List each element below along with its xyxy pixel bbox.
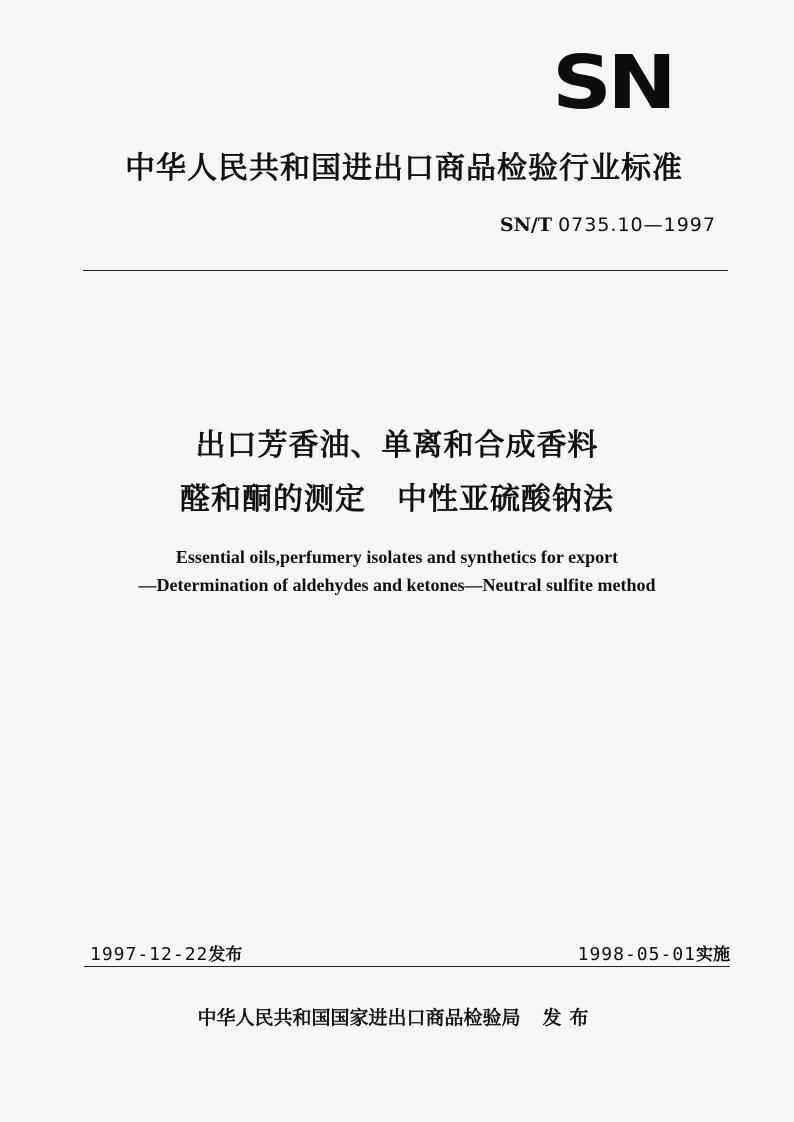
title-zh-line-1: 出口芳香油、单离和合成香料	[195, 428, 599, 463]
title-zh-line-2: 醛和酮的测定 中性亚硫酸钠法	[180, 482, 614, 517]
publisher-name: 中华人民共和国国家进出口商品检验局	[197, 1007, 521, 1029]
title-en-line-1: Essential oils,perfumery isolates and synthetics for export	[175, 547, 619, 567]
implementation-date-label: 实施	[696, 945, 730, 965]
standard-number-prefix: SN/T	[499, 214, 553, 236]
standard-number	[500, 214, 716, 236]
implementation-date	[578, 940, 730, 965]
publisher	[0, 1003, 794, 1030]
issue-date	[90, 940, 242, 965]
title-en-line-2: —Determination of aldehydes and ketones—Neutral sulfite method	[138, 575, 656, 595]
issue-date-label: 发布	[208, 945, 243, 965]
top-divider	[83, 270, 728, 271]
publisher-action: 发布	[542, 1007, 597, 1029]
standard-number-value: 0735.10—1997	[558, 214, 716, 236]
bottom-divider	[84, 966, 730, 967]
sn-logo: SN	[551, 40, 672, 126]
issue-date-value: 1997-12-22	[90, 944, 209, 965]
standard-category-title: 中华人民共和国进出口商品检验行业标准	[125, 151, 683, 186]
implementation-date-value: 1998-05-01	[577, 944, 696, 965]
